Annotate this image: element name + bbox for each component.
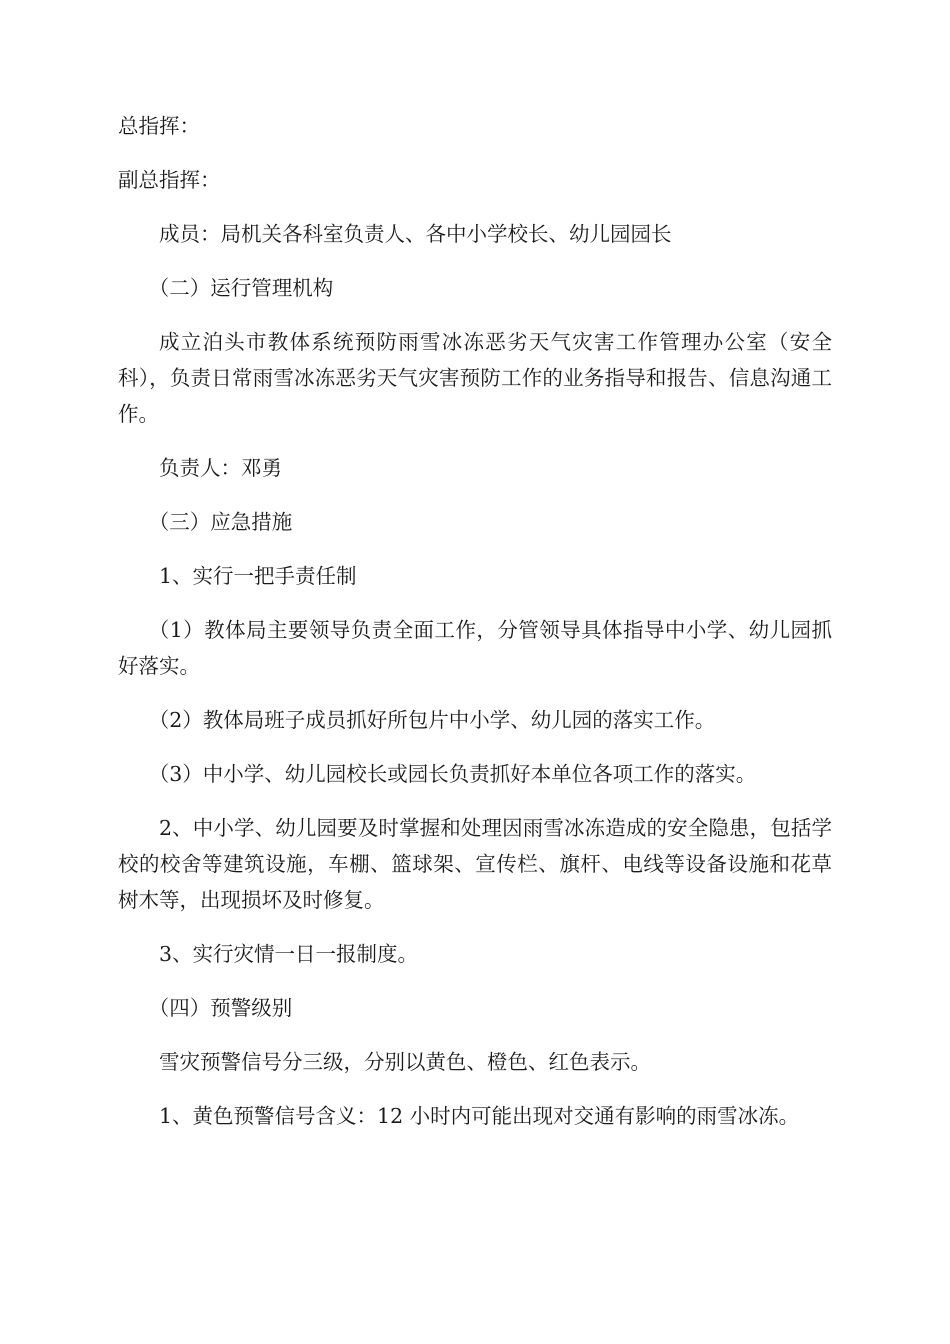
paragraph-measure-1-item-3: （3）中小学、幼儿园校长或园长负责抓好本单位各项工作的落实。 bbox=[148, 762, 757, 786]
section-heading-operations: （二）运行管理机构 bbox=[148, 276, 334, 300]
paragraph-warning-intro: 雪灾预警信号分三级，分别以黄色、橙色、红色表示。 bbox=[159, 1050, 651, 1074]
paragraph-measure-2: 2、中小学、幼儿园要及时掌握和处理因雨雪冰冻造成的安全隐患，包括学校的校舍等建筑设施，车棚、篮球架、宣传栏、旗杆、电线等设备设施和花草树木等，出现损坏及时修复。 bbox=[118, 816, 832, 912]
paragraph-measure-1-item-1: （1）教体局主要领导负责全面工作，分管领导具体指导中小学、幼儿园抓好落实。 bbox=[118, 618, 832, 678]
paragraph-yellow-warning: 1、黄色预警信号含义：12 小时内可能出现对交通有影响的雨雪冰冻。 bbox=[159, 1104, 800, 1128]
paragraph-deputy-commander: 副总指挥： bbox=[118, 168, 221, 192]
section-heading-warning-levels: （四）预警级别 bbox=[148, 996, 293, 1020]
paragraph-responsible-person: 负责人：邓勇 bbox=[159, 456, 282, 480]
paragraph-members: 成员：局机关各科室负责人、各中小学校长、幼儿园园长 bbox=[159, 222, 672, 246]
paragraph-office: 成立泊头市教体系统预防雨雪冰冻恶劣天气灾害工作管理办公室（安全科），负责日常雨雪冰冻恶劣天气灾害预防工作的业务指导和报告、信息沟通工作。 bbox=[118, 330, 832, 426]
paragraph-measure-1: 1、实行一把手责任制 bbox=[159, 564, 357, 588]
paragraph-commander: 总指挥： bbox=[118, 114, 200, 138]
section-heading-emergency-measures: （三）应急措施 bbox=[148, 510, 293, 534]
paragraph-measure-1-item-2: （2）教体局班子成员抓好所包片中小学、幼儿园的落实工作。 bbox=[148, 708, 716, 732]
paragraph-measure-3: 3、实行灾情一日一报制度。 bbox=[159, 942, 419, 966]
